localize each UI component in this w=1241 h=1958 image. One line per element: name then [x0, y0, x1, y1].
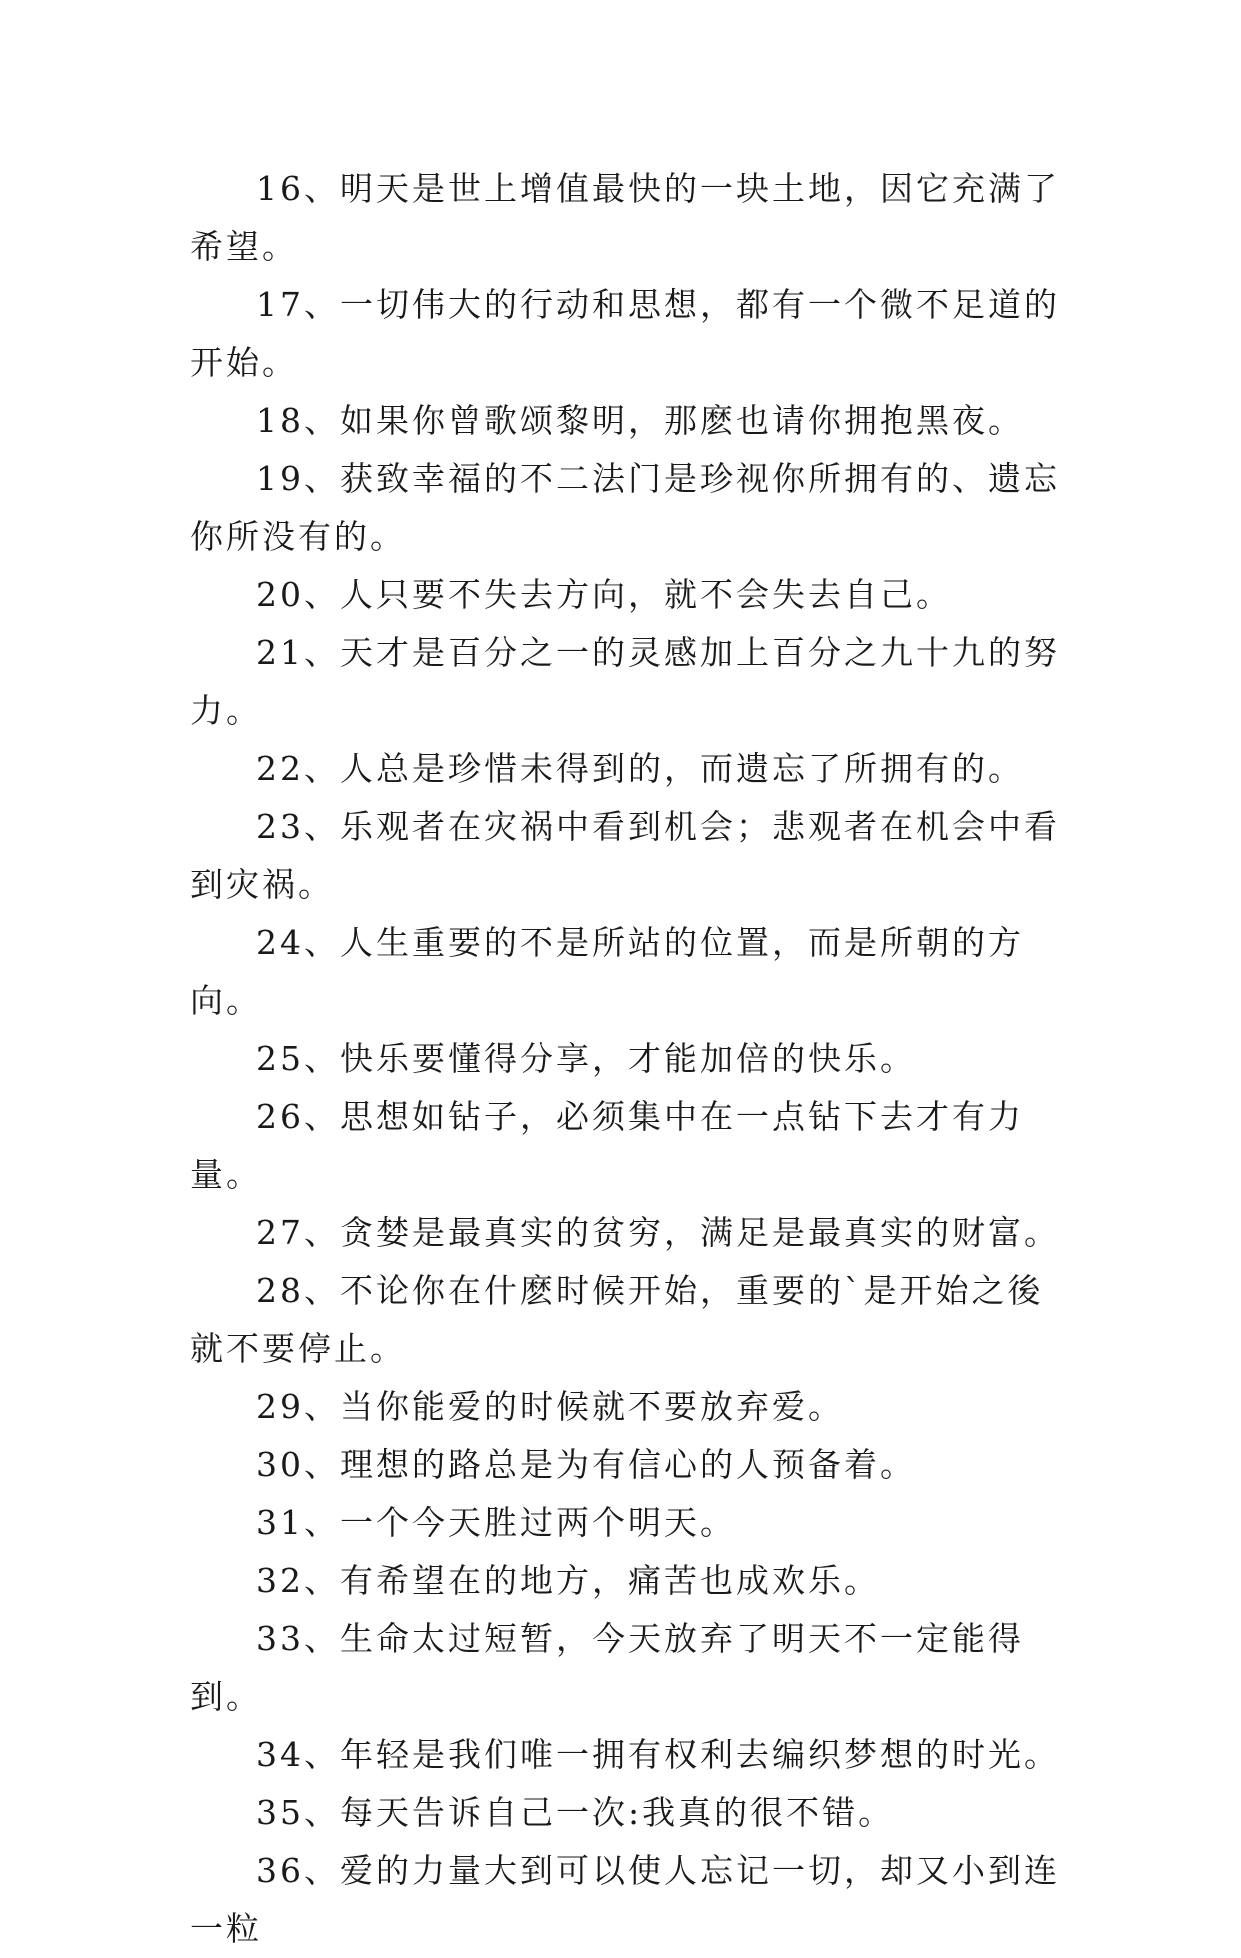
- quote-paragraph: 20、人只要不失去方向，就不会失去自己。: [256, 575, 952, 614]
- quote-paragraph: 28、不论你在什麽时候开始，重要的`是开始之後就不要停止。: [190, 1271, 1044, 1368]
- quote-paragraph: 22、人总是珍惜未得到的，而遗忘了所拥有的。: [256, 749, 1024, 788]
- quote-paragraph: 17、一切伟大的行动和思想，都有一个微不足道的开始。: [190, 285, 1060, 382]
- quote-paragraph: 32、有希望在的地方，痛苦也成欢乐。: [256, 1561, 880, 1600]
- quote-paragraph: 35、每天告诉自己一次:我真的很不错。: [256, 1793, 895, 1832]
- quote-paragraph: 30、理想的路总是为有信心的人预备着。: [256, 1445, 916, 1484]
- quote-paragraph: 27、贪婪是最真实的贫穷，满足是最真实的财富。: [256, 1213, 1060, 1252]
- quote-list: [190, 160, 1070, 1958]
- quote-paragraph: 18、如果你曾歌颂黎明，那麽也请你拥抱黑夜。: [256, 401, 1024, 440]
- quote-paragraph: 21、天才是百分之一的灵感加上百分之九十九的努力。: [190, 633, 1060, 730]
- quote-paragraph: 19、获致幸福的不二法门是珍视你所拥有的、遗忘你所没有的。: [190, 459, 1060, 556]
- quote-paragraph: 23、乐观者在灾祸中看到机会；悲观者在机会中看到灾祸。: [190, 807, 1060, 904]
- quote-paragraph: 26、思想如钻子，必须集中在一点钻下去才有力量。: [190, 1097, 1024, 1194]
- quote-paragraph: 33、生命太过短暂，今天放弃了明天不一定能得到。: [190, 1619, 1024, 1716]
- quote-paragraph: 24、人生重要的不是所站的位置，而是所朝的方向。: [190, 923, 1024, 1020]
- quote-paragraph: 29、当你能爱的时候就不要放弃爱。: [256, 1387, 844, 1426]
- quote-paragraph: 31、一个今天胜过两个明天。: [256, 1503, 736, 1542]
- quote-paragraph: 34、年轻是我们唯一拥有权利去编织梦想的时光。: [256, 1735, 1060, 1774]
- quote-paragraph: 36、爱的力量大到可以使人忘记一切，却又小到连一粒: [190, 1851, 1060, 1948]
- quote-paragraph: 25、快乐要懂得分享，才能加倍的快乐。: [256, 1039, 916, 1078]
- quote-paragraph: 16、明天是世上增值最快的一块土地，因它充满了希望。: [190, 169, 1060, 266]
